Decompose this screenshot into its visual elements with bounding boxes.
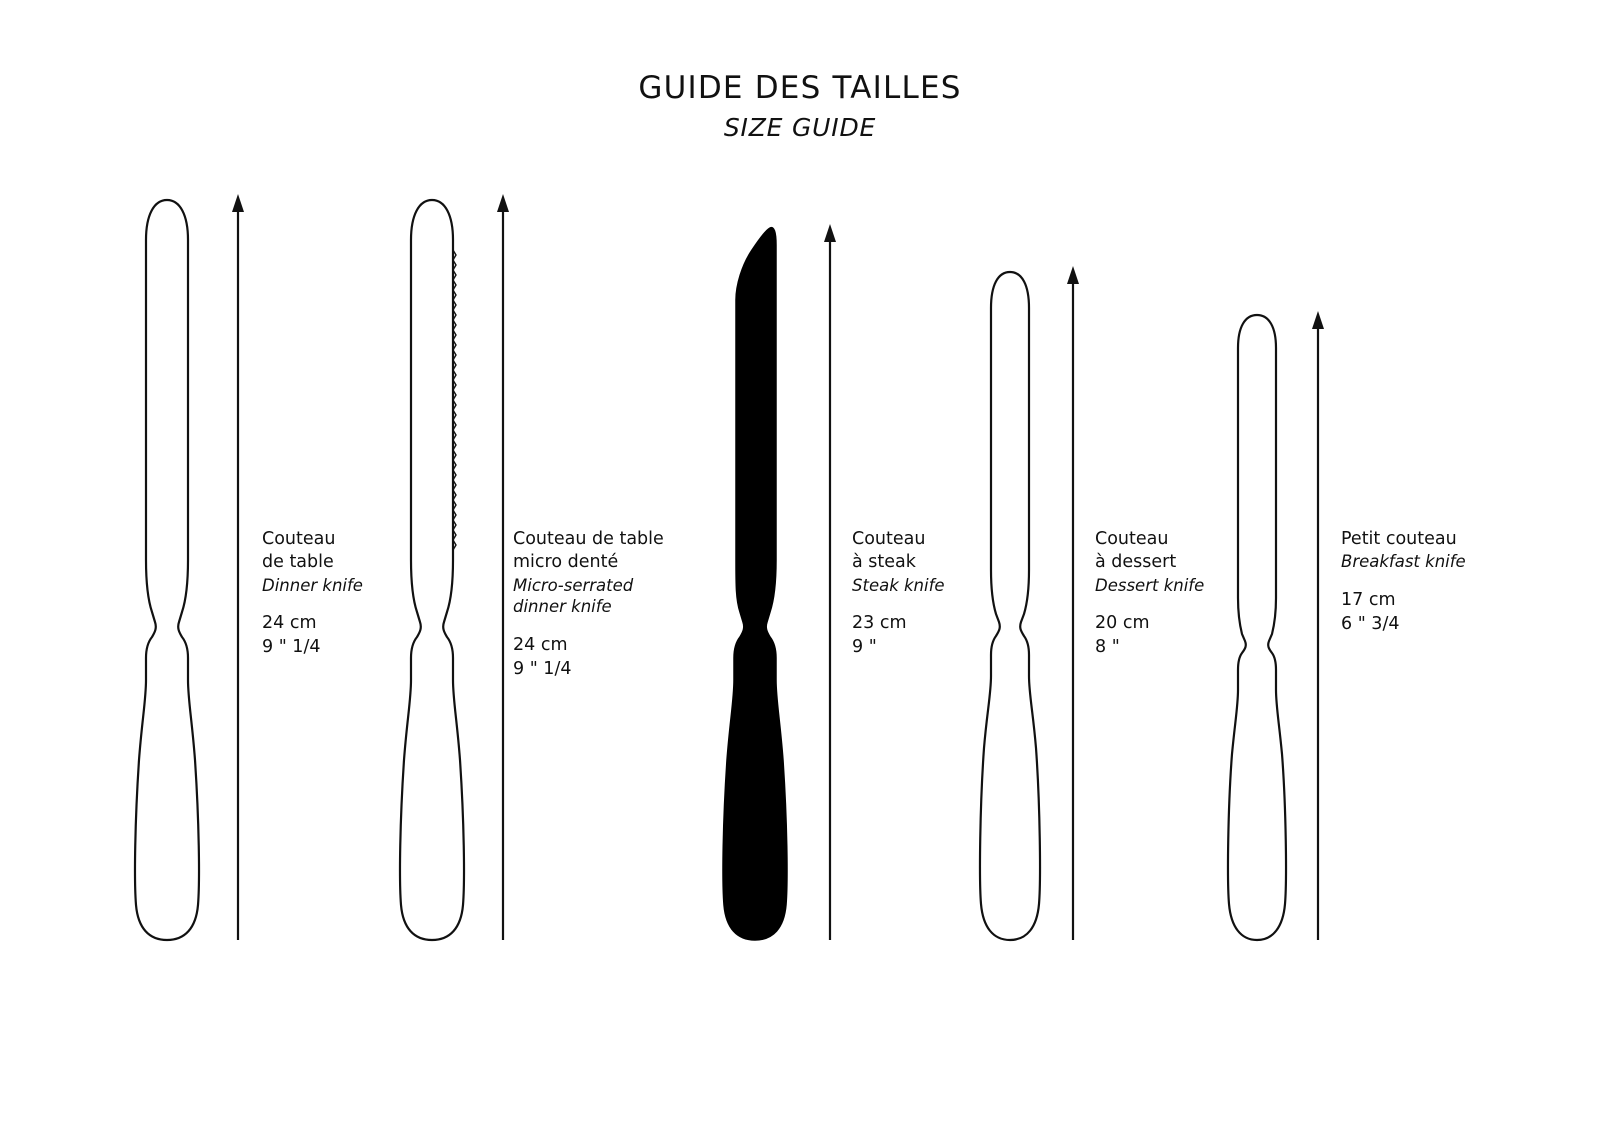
micro-serrated-dimensions <box>513 634 664 681</box>
knife-item-micro-serrated-dinner-knife <box>365 0 664 1125</box>
dessert-knife-caption <box>1095 528 1204 660</box>
dinner-knife-dimensions <box>262 612 363 659</box>
breakfast-knife-length-cm: 17 cm <box>1341 590 1396 611</box>
dessert-knife-name-en: Dessert knife <box>1095 575 1205 595</box>
dessert-knife-name-fr-line2: à dessert <box>1095 552 1177 573</box>
knife-item-dinner-knife <box>100 0 363 1125</box>
page-title-fr: GUIDE DES TAILLES <box>638 70 962 106</box>
dinner-knife-name-en: Dinner knife <box>262 575 363 595</box>
micro-serrated-name-fr-line1: Couteau de table <box>513 529 664 549</box>
micro-serrated-name-fr-line2: micro denté <box>513 552 619 573</box>
dinner-knife-length-in: 9 " 1/4 <box>262 637 321 658</box>
breakfast-knife-name-fr: Petit couteau <box>1341 529 1457 549</box>
steak-knife-name-fr-line2: à steak <box>852 552 916 573</box>
dinner-knife-name-fr-line2: de table <box>262 552 334 573</box>
micro-serrated-name-en-line1: Micro-serrated <box>513 575 634 595</box>
steak-knife-name-fr-line1: Couteau <box>852 529 926 549</box>
breakfast-knife-dimensions <box>1341 589 1466 636</box>
knife-item-dessert-knife <box>955 0 1205 1125</box>
steak-knife-length-cm: 23 cm <box>852 613 907 634</box>
micro-serrated-name-en-line2: dinner knife <box>513 597 612 617</box>
breakfast-knife-caption <box>1341 528 1466 636</box>
dessert-knife-length-in: 8 " <box>1095 637 1120 658</box>
steak-knife-caption <box>852 528 945 660</box>
page-title-en: SIZE GUIDE <box>723 113 877 143</box>
micro-serrated-length-cm: 24 cm <box>513 635 568 656</box>
knife-item-steak-knife <box>690 0 945 1125</box>
dessert-knife-name-fr-line1: Couteau <box>1095 529 1169 549</box>
dessert-knife-dimensions <box>1095 612 1204 659</box>
micro-serrated-length-in: 9 " 1/4 <box>513 659 572 680</box>
dinner-knife-name-fr-line1: Couteau <box>262 529 336 549</box>
breakfast-knife-name-en: Breakfast knife <box>1341 552 1466 572</box>
micro-serrated-dinner-knife-caption <box>513 528 664 682</box>
dinner-knife-caption <box>262 528 363 660</box>
dessert-knife-length-cm: 20 cm <box>1095 613 1150 634</box>
knife-item-breakfast-knife <box>1215 0 1515 1125</box>
breakfast-knife-length-in: 6 " 3/4 <box>1341 613 1400 634</box>
steak-knife-name-en: Steak knife <box>852 575 945 595</box>
steak-knife-dimensions <box>852 612 945 659</box>
steak-knife-length-in: 9 " <box>852 637 877 658</box>
dinner-knife-length-cm: 24 cm <box>262 613 317 634</box>
